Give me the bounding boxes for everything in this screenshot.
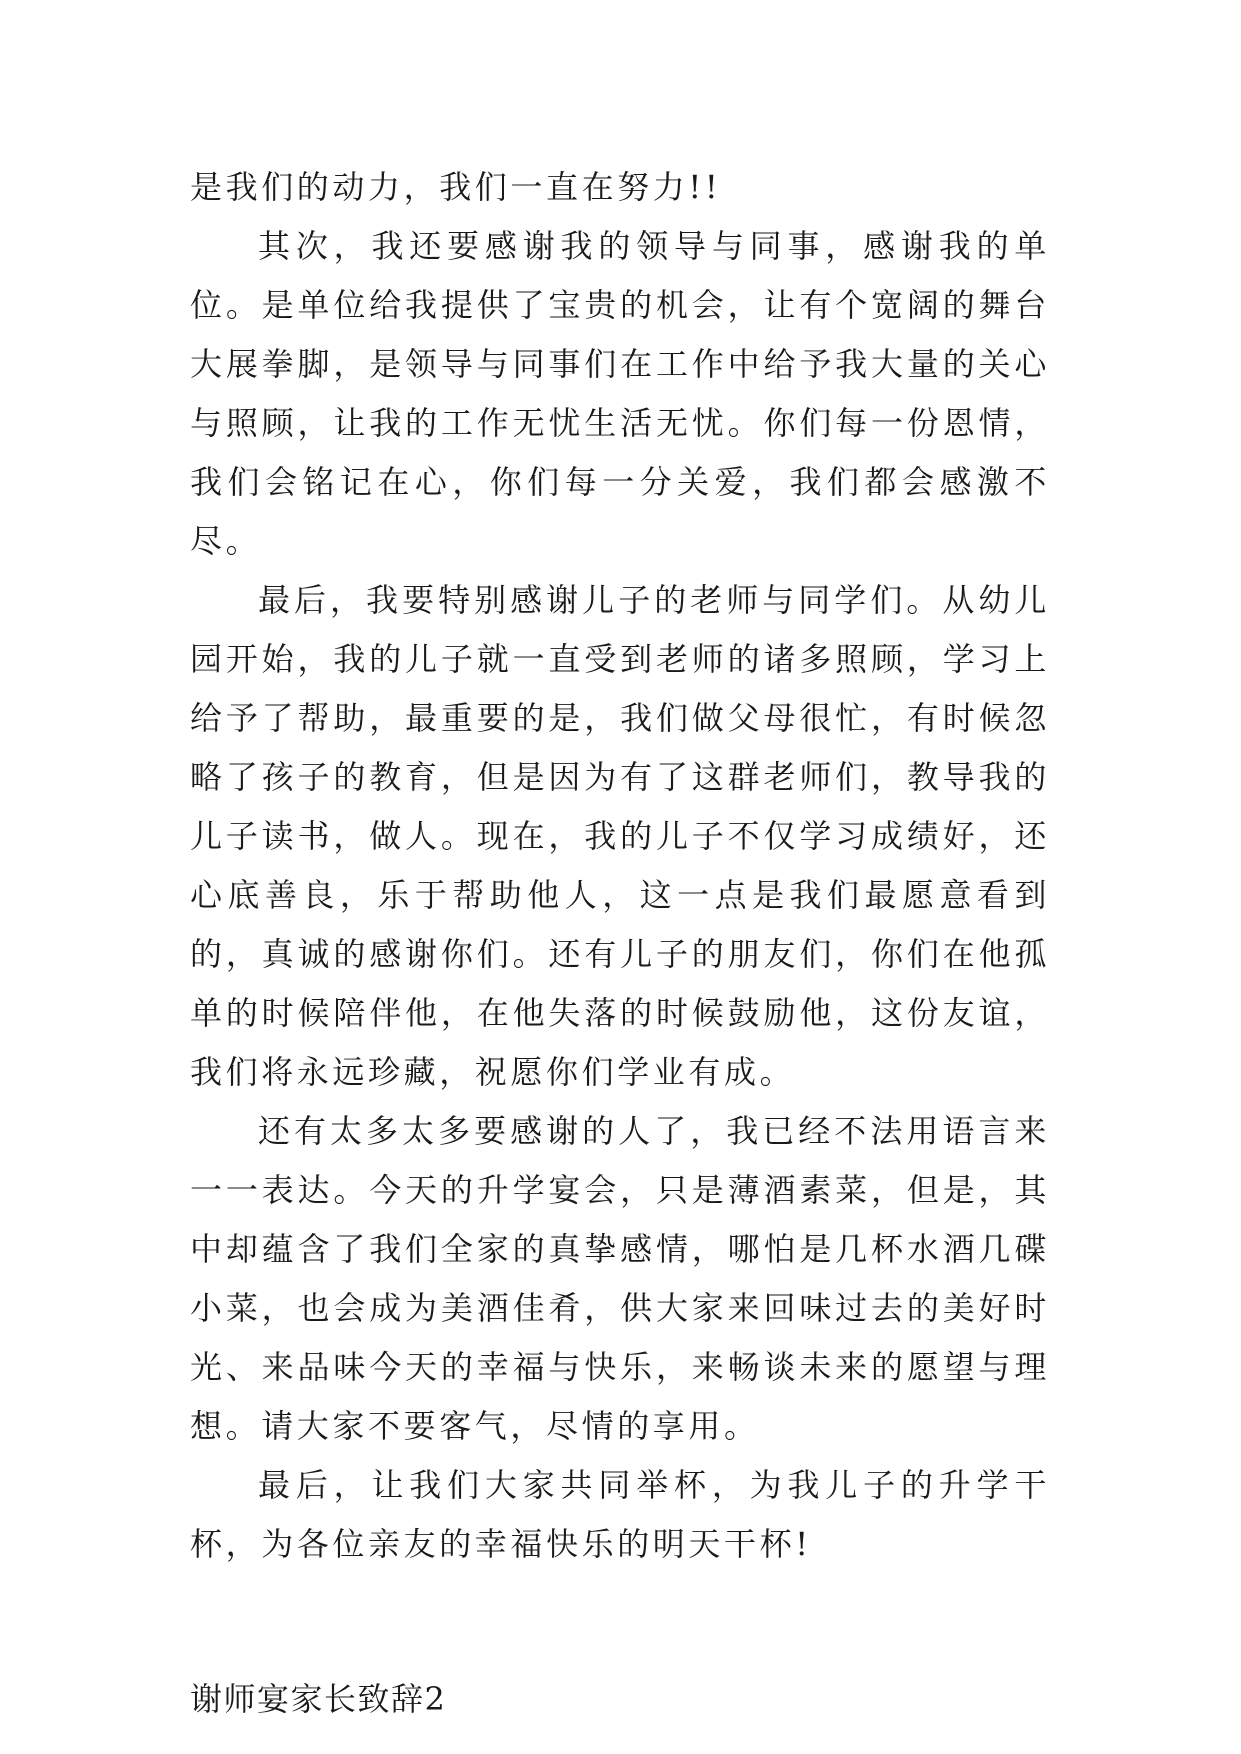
paragraph-continued: 是我们的动力，我们一直在努力!! <box>190 168 722 206</box>
paragraph-banquet: 还有太多太多要感谢的人了，我已经不法用语言来一一表达。今天的升学宴会，只是薄酒素菜，但是，其中却蕴含了我们全家的真挚感情，哪怕是几杯水酒几碟小菜，也会成为美酒佳肴，供大家来回味过去的美好时光、来品味今天的幸福与快乐，来畅谈未来的愿望与理想。请大家不要客气，尽情的享用。 <box>190 1112 1050 1445</box>
paragraph-thanks-teachers: 最后，我要特别感谢儿子的老师与同学们。从幼儿园开始，我的儿子就一直受到老师的诸多照顾，学习上给予了帮助，最重要的是，我们做父母很忙，有时候忽略了孩子的教育，但是因为有了这群老师们，教导我的儿子读书，做人。现在，我的儿子不仅学习成绩好，还心底善良，乐于帮助他人，这一点是我们最愿意看到的，真诚的感谢你们。还有儿子的朋友们，你们在他孤单的时候陪伴他，在他失落的时候鼓励他，这份友谊，我们将永远珍藏，祝愿你们学业有成。 <box>190 581 1050 1091</box>
document-body <box>190 158 1050 1729</box>
paragraph-toast: 最后，让我们大家共同举杯，为我儿子的升学干杯，为各位亲友的幸福快乐的明天干杯! <box>190 1466 1050 1563</box>
paragraph-thanks-colleagues: 其次，我还要感谢我的领导与同事，感谢我的单位。是单位给我提供了宝贵的机会，让有个宽阔的舞台大展拳脚，是领导与同事们在工作中给予我大量的关心与照顾，让我的工作无忧生活无忧。你们每一份恩情，我们会铭记在心，你们每一分关爱，我们都会感激不尽。 <box>190 227 1050 560</box>
section-heading: 谢师宴家长致辞2 <box>190 1680 447 1718</box>
